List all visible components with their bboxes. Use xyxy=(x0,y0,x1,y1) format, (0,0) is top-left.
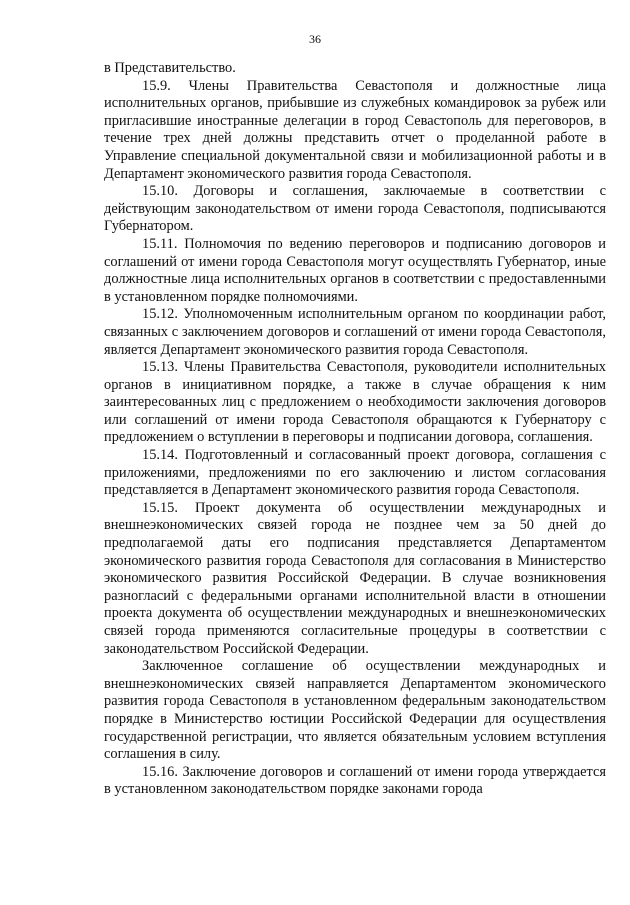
document-body xyxy=(104,60,606,799)
paragraph-continuation: в Представительство. xyxy=(104,60,236,76)
paragraph-15-10: 15.10. Договоры и соглашения, заключаемые в соответствии с действующим законодательством от имени города Севастополя, подписываются Губернатором. xyxy=(104,183,606,235)
paragraph-15-15: 15.15. Проект документа об осуществлении международных и внешнеэкономических связей города не позднее чем за 50 дней до предполагаемой даты его подписания представляется Департаментом экономического развития города Севастополя для согласования в Министерство экономического развития Российской Федерации. В случае возникновения разногласий с федеральными органами исполнительной власти в отношении проекта документа об осуществлении международных и внешнеэкономических связей города применяются согласительные процедуры в соответствии с законодательством Российской Федерации. xyxy=(104,499,606,657)
paragraph-15-11: 15.11. Полномочия по ведению переговоров и подписанию договоров и соглашений от имени города Севастополя могут осуществлять Губернатор, иные должностные лица исполнительных органов в соответствии с предоставленными в установленном порядке полномочиями. xyxy=(104,235,606,305)
paragraph-15-16: 15.16. Заключение договоров и соглашений от имени города утверждается в установленном законодательством порядке законами города xyxy=(104,763,606,798)
paragraph-15-9: 15.9. Члены Правительства Севастополя и должностные лица исполнительных органов, прибывшие из служебных командировок за рубеж или пригласившие иностранные делегации в город Севастополь для переговоров, в течение трех дней должны представить отчет о проделанной работе в Управление специальной документальной связи и мобилизационной работы и в Департамент экономического развития города Севастополя. xyxy=(104,77,606,182)
paragraph-15-12: 15.12. Уполномоченным исполнительным органом по координации работ, связанных с заключением договоров и соглашений от имени города Севастополя, является Департамент экономического развития города Севастополя. xyxy=(104,306,606,358)
paragraph-15-14: 15.14. Подготовленный и согласованный проект договора, соглашения с приложениями, предложениями по его заключению и листом согласования представляется в Департамент экономического развития города Севастополя. xyxy=(104,447,606,499)
paragraph-15-13: 15.13. Члены Правительства Севастополя, руководители исполнительных органов в инициативном порядке, а также в случае обращения к ним заинтересованных лиц с предложением о необходимости заключения договоров или соглашений от имени города Севастополя обращаются к Губернатору с предложением о вступлении в переговоры и подписании договора, соглашения. xyxy=(104,359,606,446)
paragraph-15-15-continued: Заключенное соглашение об осуществлении международных и внешнеэкономических связей направляется Департаментом экономического развития города Севастополя в установленном федеральным законодательством порядке в Министерство юстиции Российской Федерации для осуществления государственной регистрации, что является обязательным условием вступления соглашения в силу. xyxy=(104,658,606,763)
page-number: 36 xyxy=(309,32,321,46)
